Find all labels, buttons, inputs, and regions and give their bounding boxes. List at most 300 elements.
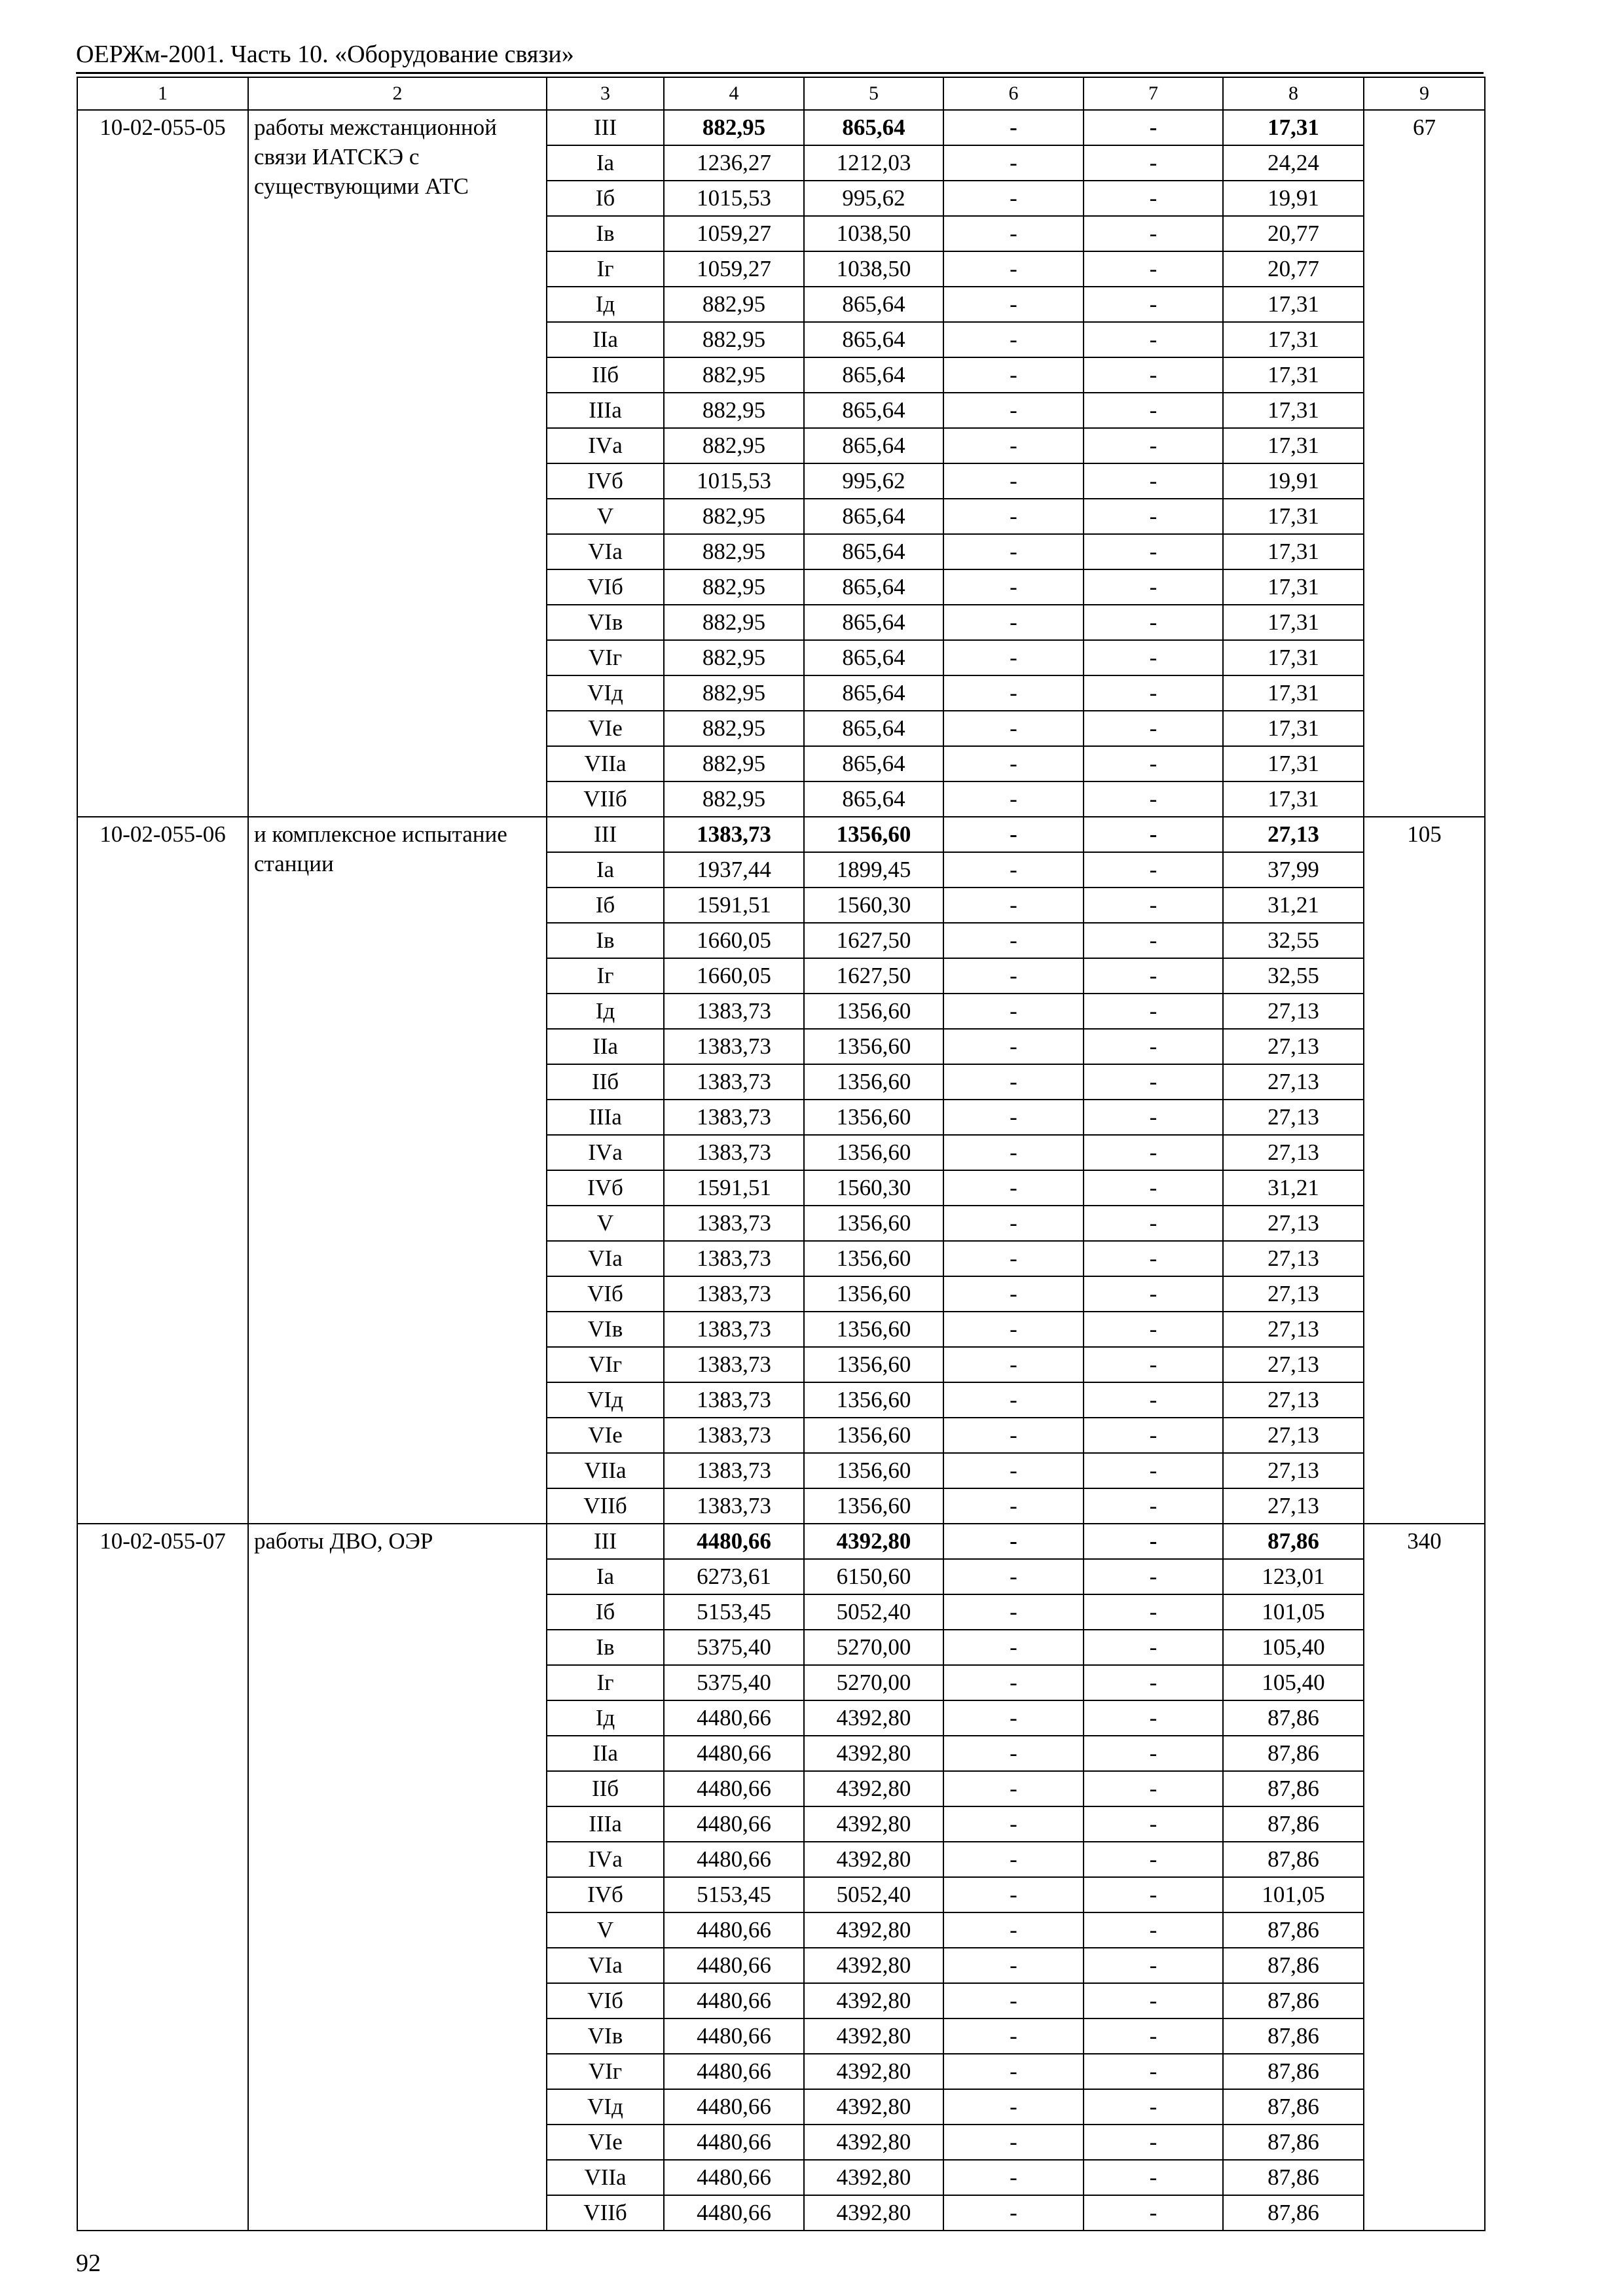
cell-col6: - [943,393,1084,428]
zone-cell: VIб [547,569,664,605]
cell-col4: 5375,40 [664,1665,804,1700]
cell-col5: 4392,80 [804,1736,943,1771]
cell-col7: - [1084,605,1223,640]
work-name: и комплексное испытание станции [248,817,547,1524]
cell-col6: - [943,1771,1084,1806]
cell-col5: 4392,80 [804,1842,943,1877]
zone-cell: VIIб [547,781,664,817]
cell-col5: 4392,80 [804,1771,943,1806]
cell-col5: 1038,50 [804,216,943,251]
cell-col6: - [943,428,1084,463]
cell-col8: 32,55 [1223,923,1364,958]
cell-col6: - [943,675,1084,711]
cell-col4: 882,95 [664,605,804,640]
cell-col8: 87,86 [1223,2160,1364,2195]
cell-col7: - [1084,1736,1223,1771]
cell-col8: 19,91 [1223,463,1364,499]
cell-col4: 1383,73 [664,1488,804,1524]
cell-col4: 4480,66 [664,1524,804,1559]
cell-col8: 17,31 [1223,569,1364,605]
cell-col7: - [1084,1241,1223,1276]
cell-col8: 17,31 [1223,499,1364,534]
cell-col8: 17,31 [1223,781,1364,817]
cell-col7: - [1084,1771,1223,1806]
cell-col5: 865,64 [804,322,943,357]
cell-col8: 87,86 [1223,2054,1364,2089]
cell-col4: 5375,40 [664,1630,804,1665]
zone-cell: VIIа [547,1453,664,1488]
cell-col6: - [943,640,1084,675]
cell-col9: 105 [1364,817,1485,1524]
zone-cell: III [547,1524,664,1559]
cell-col8: 27,13 [1223,1382,1364,1418]
zone-cell: VIб [547,1983,664,2018]
table-row [77,1524,1485,1559]
cell-col7: - [1084,1347,1223,1382]
cell-col7: - [1084,711,1223,746]
cell-col8: 27,13 [1223,1135,1364,1170]
cell-col6: - [943,1135,1084,1170]
cell-col8: 27,13 [1223,1064,1364,1100]
cell-col5: 4392,80 [804,2195,943,2231]
zone-cell: III [547,817,664,852]
cell-col4: 1383,73 [664,1453,804,1488]
cell-col5: 5270,00 [804,1630,943,1665]
cell-col5: 5270,00 [804,1665,943,1700]
cell-col5: 1356,60 [804,994,943,1029]
cell-col5: 4392,80 [804,1983,943,2018]
cell-col5: 865,64 [804,781,943,817]
cell-col4: 6273,61 [664,1559,804,1594]
column-number: 4 [664,77,804,110]
header-rule [76,72,1484,74]
cell-col4: 5153,45 [664,1594,804,1630]
cell-col6: - [943,1948,1084,1983]
zone-cell: VIа [547,1241,664,1276]
cell-col4: 1059,27 [664,216,804,251]
cell-col8: 27,13 [1223,1488,1364,1524]
rate-code: 10-02-055-06 [77,817,248,1524]
zone-cell: IVа [547,1135,664,1170]
cell-col8: 105,40 [1223,1665,1364,1700]
cell-col8: 87,86 [1223,1983,1364,2018]
cell-col8: 17,31 [1223,746,1364,781]
cell-col6: - [943,1983,1084,2018]
cell-col5: 865,64 [804,746,943,781]
cell-col4: 1383,73 [664,994,804,1029]
cell-col5: 1212,03 [804,145,943,181]
zone-cell: Iб [547,181,664,216]
cell-col8: 27,13 [1223,1029,1364,1064]
cell-col8: 87,86 [1223,1842,1364,1877]
cell-col4: 1015,53 [664,181,804,216]
cell-col5: 4392,80 [804,1948,943,1983]
cell-col8: 17,31 [1223,534,1364,569]
cell-col5: 865,64 [804,640,943,675]
cell-col8: 87,86 [1223,1948,1364,1983]
cell-col5: 865,64 [804,393,943,428]
cell-col5: 1356,60 [804,1206,943,1241]
cell-col5: 1356,60 [804,1276,943,1312]
cell-col7: - [1084,640,1223,675]
work-name: работы ДВО, ОЭР [248,1524,547,2231]
cell-col7: - [1084,1453,1223,1488]
cell-col6: - [943,181,1084,216]
cell-col7: - [1084,1064,1223,1100]
cell-col5: 4392,80 [804,1806,943,1842]
cell-col4: 4480,66 [664,2195,804,2231]
cell-col4: 1660,05 [664,923,804,958]
cell-col5: 4392,80 [804,1700,943,1736]
cell-col8: 87,86 [1223,2195,1364,2231]
cell-col6: - [943,357,1084,393]
cell-col7: - [1084,322,1223,357]
zone-cell: IVб [547,1877,664,1912]
cell-col4: 4480,66 [664,2089,804,2125]
cell-col6: - [943,1877,1084,1912]
cell-col7: - [1084,675,1223,711]
cell-col4: 1015,53 [664,463,804,499]
cell-col4: 882,95 [664,711,804,746]
cell-col5: 865,64 [804,569,943,605]
zone-cell: Iв [547,216,664,251]
cell-col8: 19,91 [1223,181,1364,216]
cell-col6: - [943,605,1084,640]
cell-col8: 17,31 [1223,675,1364,711]
cell-col8: 20,77 [1223,216,1364,251]
cell-col8: 27,13 [1223,1100,1364,1135]
cell-col5: 5052,40 [804,1594,943,1630]
zone-cell: V [547,499,664,534]
table-row [77,110,1485,145]
cell-col4: 1937,44 [664,852,804,888]
cell-col7: - [1084,1806,1223,1842]
cell-col4: 4480,66 [664,1806,804,1842]
zone-cell: VIв [547,1312,664,1347]
cell-col6: - [943,746,1084,781]
cell-col7: - [1084,287,1223,322]
cell-col7: - [1084,994,1223,1029]
column-number: 8 [1223,77,1364,110]
cell-col5: 865,64 [804,110,943,145]
cell-col8: 27,13 [1223,1347,1364,1382]
cell-col7: - [1084,2195,1223,2231]
cell-col4: 882,95 [664,640,804,675]
cell-col7: - [1084,1206,1223,1241]
cell-col7: - [1084,1100,1223,1135]
zone-cell: IIа [547,1736,664,1771]
cell-col6: - [943,888,1084,923]
cell-col5: 1356,60 [804,1453,943,1488]
zone-cell: VIа [547,534,664,569]
zone-cell: Iг [547,251,664,287]
cell-col8: 31,21 [1223,1170,1364,1206]
norms-table [77,77,1486,2231]
table-row [77,817,1485,852]
cell-col4: 4480,66 [664,1736,804,1771]
cell-col7: - [1084,1700,1223,1736]
cell-col6: - [943,958,1084,994]
cell-col6: - [943,216,1084,251]
cell-col7: - [1084,2160,1223,2195]
cell-col6: - [943,2160,1084,2195]
cell-col5: 1356,60 [804,817,943,852]
zone-cell: Iд [547,287,664,322]
cell-col4: 1660,05 [664,958,804,994]
cell-col5: 865,64 [804,499,943,534]
cell-col6: - [943,1488,1084,1524]
cell-col8: 17,31 [1223,605,1364,640]
cell-col5: 4392,80 [804,2054,943,2089]
cell-col7: - [1084,1559,1223,1594]
cell-col4: 4480,66 [664,1771,804,1806]
zone-cell: IIIа [547,1806,664,1842]
cell-col4: 1383,73 [664,1029,804,1064]
zone-cell: VIIб [547,2195,664,2231]
cell-col5: 1356,60 [804,1100,943,1135]
cell-col8: 17,31 [1223,393,1364,428]
cell-col4: 1383,73 [664,1418,804,1453]
cell-col6: - [943,1842,1084,1877]
zone-cell: IIа [547,322,664,357]
cell-col6: - [943,923,1084,958]
zone-cell: Iд [547,994,664,1029]
zone-cell: VIа [547,1948,664,1983]
zone-cell: VIIб [547,1488,664,1524]
cell-col5: 4392,80 [804,2018,943,2054]
cell-col8: 87,86 [1223,1912,1364,1948]
zone-cell: Iб [547,1594,664,1630]
cell-col4: 882,95 [664,357,804,393]
cell-col4: 1236,27 [664,145,804,181]
zone-cell: Iг [547,1665,664,1700]
cell-col5: 1627,50 [804,958,943,994]
zone-cell: IVб [547,463,664,499]
cell-col4: 1383,73 [664,1241,804,1276]
zone-cell: V [547,1206,664,1241]
cell-col4: 882,95 [664,499,804,534]
column-number: 2 [248,77,547,110]
cell-col8: 24,24 [1223,145,1364,181]
cell-col5: 1560,30 [804,1170,943,1206]
cell-col4: 1383,73 [664,1276,804,1312]
cell-col8: 105,40 [1223,1630,1364,1665]
column-number: 7 [1084,77,1223,110]
zone-cell: VIв [547,2018,664,2054]
cell-col7: - [1084,393,1223,428]
cell-col7: - [1084,817,1223,852]
cell-col4: 882,95 [664,428,804,463]
zone-cell: VIд [547,2089,664,2125]
cell-col6: - [943,711,1084,746]
cell-col8: 17,31 [1223,322,1364,357]
zone-cell: VIе [547,2125,664,2160]
cell-col4: 882,95 [664,569,804,605]
cell-col4: 1383,73 [664,1064,804,1100]
cell-col4: 1383,73 [664,817,804,852]
cell-col6: - [943,2054,1084,2089]
cell-col6: - [943,994,1084,1029]
cell-col8: 31,21 [1223,888,1364,923]
cell-col8: 17,31 [1223,640,1364,675]
cell-col5: 995,62 [804,181,943,216]
cell-col6: - [943,1700,1084,1736]
zone-cell: Iв [547,1630,664,1665]
zone-cell: IVа [547,428,664,463]
zone-cell: IIб [547,1064,664,1100]
cell-col7: - [1084,357,1223,393]
cell-col5: 1356,60 [804,1312,943,1347]
page-header: ОЕРЖм-2001. Часть 10. «Оборудование связи» [76,41,574,68]
cell-col7: - [1084,1983,1223,2018]
column-number: 6 [943,77,1084,110]
rate-code: 10-02-055-07 [77,1524,248,2231]
cell-col7: - [1084,1135,1223,1170]
cell-col4: 882,95 [664,781,804,817]
cell-col6: - [943,1665,1084,1700]
cell-col5: 4392,80 [804,1524,943,1559]
cell-col5: 1356,60 [804,1029,943,1064]
cell-col9: 340 [1364,1524,1485,2231]
cell-col6: - [943,1594,1084,1630]
zone-cell: VIе [547,711,664,746]
cell-col5: 4392,80 [804,2125,943,2160]
cell-col8: 87,86 [1223,2089,1364,2125]
cell-col5: 1356,60 [804,1488,943,1524]
zone-cell: VIб [547,1276,664,1312]
cell-col4: 882,95 [664,287,804,322]
cell-col4: 1059,27 [664,251,804,287]
zone-cell: Iг [547,958,664,994]
cell-col6: - [943,1241,1084,1276]
cell-col6: - [943,287,1084,322]
cell-col8: 87,86 [1223,1524,1364,1559]
cell-col4: 882,95 [664,675,804,711]
column-number: 9 [1364,77,1485,110]
cell-col6: - [943,1736,1084,1771]
cell-col6: - [943,1029,1084,1064]
cell-col5: 4392,80 [804,2160,943,2195]
zone-cell: VIIа [547,746,664,781]
cell-col6: - [943,569,1084,605]
cell-col6: - [943,2018,1084,2054]
cell-col6: - [943,817,1084,852]
cell-col7: - [1084,958,1223,994]
norms-table-body [77,77,1485,2231]
cell-col5: 6150,60 [804,1559,943,1594]
cell-col4: 882,95 [664,393,804,428]
cell-col6: - [943,110,1084,145]
cell-col6: - [943,1524,1084,1559]
cell-col6: - [943,1347,1084,1382]
cell-col7: - [1084,1842,1223,1877]
cell-col4: 882,95 [664,110,804,145]
cell-col7: - [1084,1029,1223,1064]
cell-col8: 123,01 [1223,1559,1364,1594]
zone-cell: VIг [547,2054,664,2089]
cell-col7: - [1084,1665,1223,1700]
cell-col4: 1383,73 [664,1100,804,1135]
zone-cell: VIг [547,1347,664,1382]
cell-col6: - [943,534,1084,569]
cell-col6: - [943,1453,1084,1488]
cell-col6: - [943,2195,1084,2231]
cell-col4: 4480,66 [664,1983,804,2018]
cell-col4: 5153,45 [664,1877,804,1912]
cell-col5: 865,64 [804,428,943,463]
cell-col8: 101,05 [1223,1594,1364,1630]
cell-col7: - [1084,923,1223,958]
cell-col8: 87,86 [1223,1736,1364,1771]
cell-col6: - [943,852,1084,888]
cell-col5: 865,64 [804,675,943,711]
zone-cell: Iа [547,145,664,181]
cell-col4: 4480,66 [664,1842,804,1877]
zone-cell: III [547,110,664,145]
cell-col7: - [1084,181,1223,216]
cell-col5: 1356,60 [804,1064,943,1100]
cell-col8: 17,31 [1223,428,1364,463]
cell-col8: 17,31 [1223,110,1364,145]
cell-col8: 37,99 [1223,852,1364,888]
cell-col5: 995,62 [804,463,943,499]
zone-cell: Iд [547,1700,664,1736]
zone-cell: VIIа [547,2160,664,2195]
cell-col6: - [943,2089,1084,2125]
zone-cell: Iв [547,923,664,958]
cell-col5: 1356,60 [804,1241,943,1276]
cell-col4: 1383,73 [664,1382,804,1418]
cell-col4: 4480,66 [664,2018,804,2054]
cell-col5: 1627,50 [804,923,943,958]
cell-col4: 882,95 [664,534,804,569]
cell-col7: - [1084,1276,1223,1312]
cell-col8: 87,86 [1223,1771,1364,1806]
cell-col7: - [1084,1312,1223,1347]
zone-cell: Iб [547,888,664,923]
cell-col8: 17,31 [1223,711,1364,746]
column-number: 5 [804,77,943,110]
cell-col5: 865,64 [804,287,943,322]
cell-col5: 1356,60 [804,1135,943,1170]
cell-col4: 882,95 [664,746,804,781]
cell-col7: - [1084,1488,1223,1524]
cell-col4: 1591,51 [664,888,804,923]
cell-col7: - [1084,1912,1223,1948]
cell-col6: - [943,251,1084,287]
cell-col5: 1560,30 [804,888,943,923]
cell-col6: - [943,1206,1084,1241]
cell-col4: 1383,73 [664,1135,804,1170]
cell-col8: 27,13 [1223,1206,1364,1241]
column-number-row [77,77,1485,110]
cell-col7: - [1084,2054,1223,2089]
zone-cell: Iа [547,1559,664,1594]
cell-col6: - [943,1100,1084,1135]
cell-col7: - [1084,110,1223,145]
cell-col7: - [1084,888,1223,923]
page-number: 92 [76,2250,101,2277]
cell-col5: 1356,60 [804,1347,943,1382]
cell-col8: 27,13 [1223,1241,1364,1276]
cell-col5: 1038,50 [804,251,943,287]
cell-col7: - [1084,1594,1223,1630]
cell-col4: 4480,66 [664,1700,804,1736]
work-name: работы межстанционной связи ИАТСКЭ с существующими АТС [248,110,547,817]
cell-col6: - [943,1559,1084,1594]
cell-col4: 1383,73 [664,1206,804,1241]
zone-cell: IVа [547,1842,664,1877]
